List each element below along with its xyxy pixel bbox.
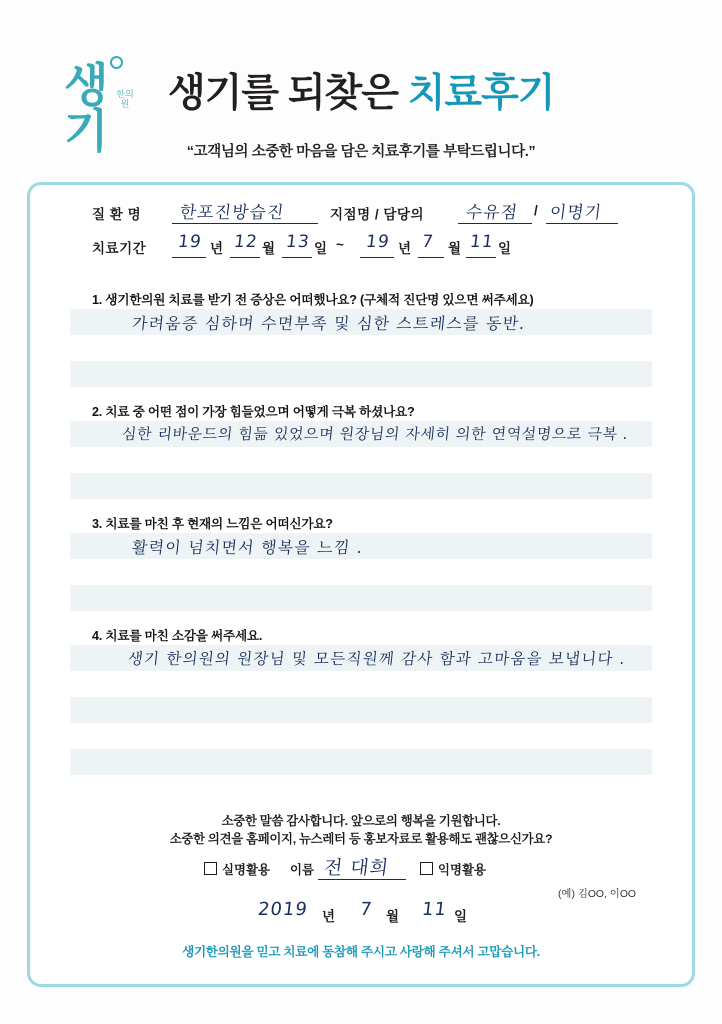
period-year2-unit: 년 <box>398 241 412 256</box>
answer-4-text: 생기 한의원의 원장님 및 모든직원께 감사 함과 고마움을 보냅니다 . <box>126 650 627 668</box>
clinic-logo <box>64 56 144 157</box>
question-2-label: 2. 치료 중 어떤 점이 가장 힘들었으며 어떻게 극복 하셨나요? <box>92 405 415 419</box>
example-note: (예) 김OO, 이OO <box>557 889 636 900</box>
answer-4-area[interactable] <box>70 645 652 801</box>
page-header <box>0 48 722 160</box>
date-year-unit: 년 <box>322 909 336 924</box>
ruled-line <box>70 749 652 775</box>
period-year2-underline <box>360 257 394 258</box>
logo-mark-text: 생기 <box>64 59 105 157</box>
date-day-unit: 일 <box>454 909 468 924</box>
logo-subtext: 한의원 <box>116 89 134 109</box>
consent-row <box>30 857 692 887</box>
question-3-label: 3. 치료를 마친 후 현재의 느낌은 어떠신가요? <box>92 517 333 531</box>
info-row-disease <box>30 199 692 233</box>
thanks-line-1: 소중한 말씀 감사합니다. 앞으로의 행복을 기원합니다. <box>221 814 501 828</box>
name-label: 이름 <box>290 863 314 877</box>
ruled-line <box>70 335 652 361</box>
closing-message: 생기한의원을 믿고 치료에 동참해 주시고 사랑해 주셔서 고맙습니다. <box>182 945 540 959</box>
question-1-label: 1. 생기한의원 치료를 받기 전 증상은 어떠했나요? (구체적 진단명 있으면 써주세요) <box>92 293 534 307</box>
name-value: 전 대희 <box>322 857 391 879</box>
period-month2-underline <box>418 257 444 258</box>
answer-1-area[interactable] <box>70 309 652 413</box>
period-month1-underline <box>230 257 260 258</box>
branch-doctor-separator: / <box>534 203 538 218</box>
info-block <box>30 185 692 263</box>
ruled-line <box>70 775 652 801</box>
ruled-line <box>70 361 652 387</box>
date-year-value: 2019 <box>256 899 310 920</box>
period-year1-value: 19 <box>176 232 203 252</box>
ruled-line <box>70 671 652 697</box>
question-4-label: 4. 치료를 마친 소감을 써주세요. <box>92 629 263 643</box>
doctor-underline <box>546 223 618 224</box>
branch-underline <box>458 223 532 224</box>
branch-value: 수유점 <box>464 203 520 223</box>
ruled-line <box>70 697 652 723</box>
answer-3-text: 활력이 넘치면서 행복을 느낌 . <box>130 538 365 557</box>
period-month2-value: 7 <box>420 232 436 252</box>
consent-anon-label: 익명활용 <box>438 863 486 877</box>
period-month1-value: 12 <box>232 232 259 252</box>
doctor-value: 이명기 <box>548 203 604 223</box>
period-month2-unit: 월 <box>448 241 462 256</box>
period-day2-underline <box>466 257 496 258</box>
period-day2-value: 11 <box>468 232 495 252</box>
checkbox-anonymous[interactable] <box>420 862 433 875</box>
period-month1-unit: 월 <box>262 241 276 256</box>
period-year1-unit: 년 <box>210 241 224 256</box>
page-title-plain: 생기를 되찾은 <box>168 72 408 115</box>
period-year1-underline <box>172 257 206 258</box>
answer-2-text: 심한 리바운드의 힘듦 있었으며 원장님의 자세히 의한 연역설명으로 극복 . <box>121 425 630 443</box>
page-subtitle: “고객님의 소중한 마음을 담은 치료후기를 부탁드립니다.” <box>186 144 536 160</box>
consent-real-label: 실명활용 <box>222 863 270 877</box>
answer-2-area[interactable] <box>70 421 652 525</box>
date-month-unit: 월 <box>386 909 400 924</box>
thanks-line-2: 소중한 의견을 홈페이지, 뉴스레터 등 홍보자료로 활용해도 괜찮으신가요? <box>169 832 553 846</box>
date-row <box>30 899 692 929</box>
ruled-line <box>70 723 652 749</box>
period-day2-unit: 일 <box>498 241 512 256</box>
period-label: 치료기간 <box>92 241 147 256</box>
disease-underline <box>172 223 318 224</box>
answer-3-area[interactable] <box>70 533 652 637</box>
form-frame <box>27 182 695 987</box>
period-day1-underline <box>282 257 312 258</box>
page-title <box>168 62 554 118</box>
page-title-accent: 치료후기 <box>407 72 555 115</box>
answer-1-text: 가려움증 심하며 수면부족 및 심한 스트레스를 동반. <box>130 314 527 333</box>
disease-label: 질 환 명 <box>92 207 142 222</box>
date-month-value: 7 <box>358 899 374 920</box>
checkbox-real-name[interactable] <box>204 862 217 875</box>
branch-label: 지점명 / 담당의 <box>330 207 424 222</box>
period-day1-value: 13 <box>284 232 311 252</box>
period-year2-value: 19 <box>364 232 391 252</box>
period-day1-unit: 일 <box>314 241 328 256</box>
date-day-value: 11 <box>420 899 449 920</box>
period-tilde: ~ <box>336 237 344 252</box>
ruled-line <box>70 473 652 499</box>
ruled-line <box>70 559 652 585</box>
info-row-period <box>30 233 692 267</box>
disease-value: 한포진방습진 <box>178 203 286 223</box>
ruled-line <box>70 447 652 473</box>
ruled-line <box>70 585 652 611</box>
